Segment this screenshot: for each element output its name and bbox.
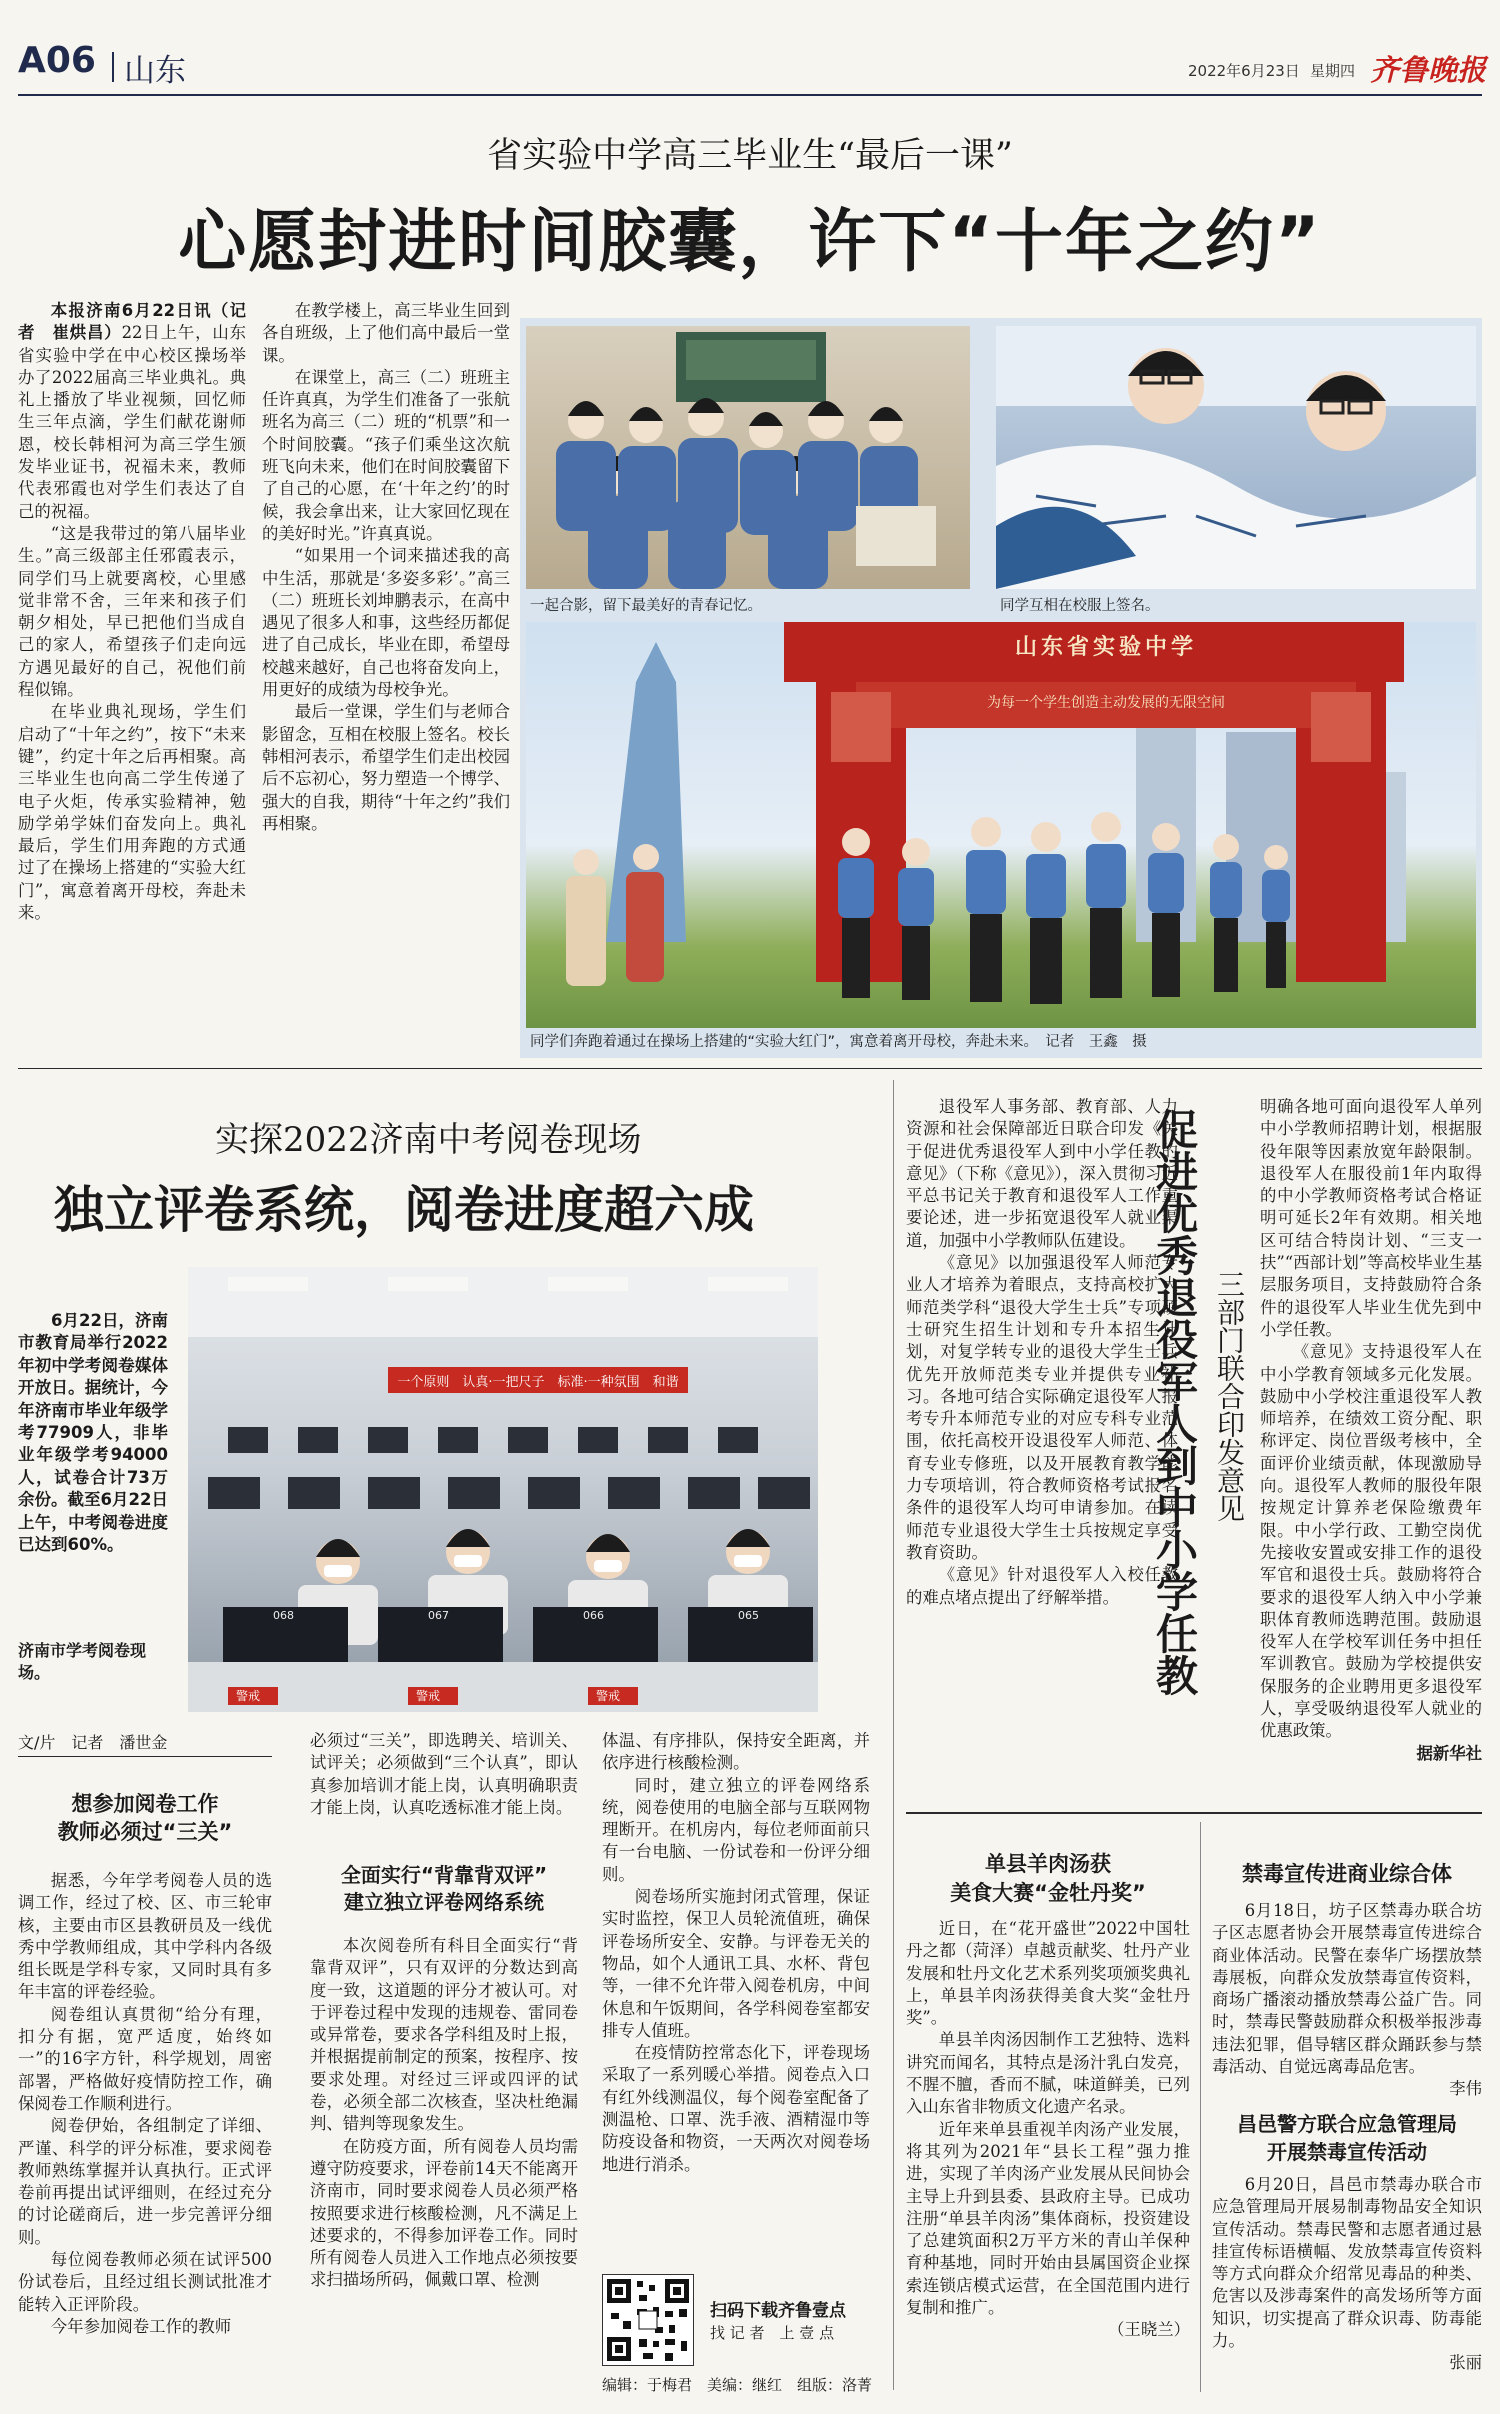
desk-label: 警戒 [416, 1689, 441, 1703]
story2-paragraph: 据悉，今年学考阅卷人员的选调工作，经过了校、区、市三轮审核，主要由市区县教研员及一线优秀中学教师组成，其中学科内各级组长既是学科专家，又同时具有多年丰富的评卷经验。 [18, 1871, 272, 2002]
qr-subtitle: 找 记 者 上 壹 点 [710, 2324, 835, 2342]
story5-headline: 禁毒宣传进商业综合体 [1242, 1862, 1452, 1886]
story4-headline: 单县羊肉汤获 美食大赛“金牡丹奖” [950, 1852, 1146, 1905]
masthead-logo: 齐鲁晚报 [1370, 53, 1487, 87]
story1-paragraph: “如果用一个词来描述我的高中生活，那就是‘多姿多彩’。”高三（二）班班长刘坤鹏表示，在高中遇见了很多人和事，这些经历都促进了自己成长，毕业在即，希望母校越来越好，自己也将奋发向上，用更好的成绩为母校争光。 [262, 546, 510, 700]
story1-paragraph: 在课堂上，高三（二）班班主任许真真，为学生们准备了一张航班名为高三（二）班的“机票”和一个时间胶囊。“孩子们乘坐这次航班飞向未来，他们在时间胶囊留下了自己的心愿，在‘十年之约’的时候，我会拿出来，让大家回忆现在的美好时光。”许真真说。 [262, 367, 510, 543]
photo-grading-room [188, 1267, 818, 1712]
photo-group-illustration [526, 326, 970, 589]
photo-signing-uniforms [996, 326, 1476, 589]
story2-paragraph: 今年参加阅卷工作的教师 [50, 2316, 232, 2336]
story4-paragraph: 单县羊肉汤因制作工艺独特、选料讲究而闻名，其特点是汤汁乳白发亮，不腥不膻，香而不腻，味道鲜美，已列入山东省非物质文化遗产名录。 [906, 2030, 1190, 2117]
footer-editors: 编辑：于梅君 美编：继红 组版：洛菁 [602, 2376, 873, 2394]
story2-paragraph: 阅卷伊始，各组制定了详细、严谨、科学的评分标准，要求阅卷教师熟练掌握并认真执行。正式评卷前再提出试评细则，在经过充分的讨论磋商后，进一步完善评分细则。 [18, 2116, 272, 2247]
story3-column-2 [1260, 1096, 1482, 1806]
story1-kicker: 省实验中学高三毕业生“最后一课” [487, 136, 1013, 176]
issue-weekday: 星期四 [1310, 62, 1356, 80]
monitor-label: 065 [738, 1609, 759, 1622]
section-divider-right [906, 1812, 1482, 1814]
grading-room-banner: 一个原则 认真·一把尺子 标准·一种氛围 和谐 [397, 1375, 679, 1390]
story2-column-1 [18, 1870, 272, 2390]
story2-paragraph: 体温、有序排队，保持安全距离，并依序进行核酸检测。 [602, 1731, 870, 1773]
story1-paragraph: 22日上午，山东省实验中学在中心校区操场举办了2022届高三毕业典礼。典礼上播放了毕业视频，回忆师生三年点滴，学生们献花谢师恩，校长韩相河为高三学生颁发毕业证书，祝福未来，教师代表邪霞也对学生们表达了自己的祝福。 [18, 323, 246, 521]
page-number: A06 [18, 40, 96, 81]
story3-credit: 据新华社 [1416, 1743, 1482, 1763]
story3-subhead: 三部门联合印发意见 [1213, 1270, 1246, 1522]
story4-paragraph: 近年来单县重视羊肉汤产业发展，将其列为2021年“县长工程”强力推进，实现了羊肉汤产业发展从民间协会主导上升到县委、县政府主导。已成功注册“单县羊肉汤”集体商标，投资建设了总建筑面积2万平方米的青山羊保种育种基地，同时开始由县属国资企业探索连锁店模式运营，在全国范围内进行复制和推广。 [906, 2119, 1190, 2318]
story2-paragraph: 阅卷组认真贯彻“给分有理，扣分有据，宽严适度，始终如一”的16字方针，科学规划，周密部署，严格做好疫情防控工作，确保阅卷工作顺利进行。 [18, 2004, 272, 2113]
story2-kicker: 实探2022济南中考阅卷现场 [215, 1120, 642, 1160]
story2-paragraph: 在防疫方面，所有阅卷人员均需遵守防疫要求，评卷前14天不能离开济南市，同时要求阅卷人员必须严格按照要求进行核酸检测，凡不满足上述要求的，不得参加评卷工作。同时所有阅卷人员进入工作地点必须按要求扫描场所码，佩戴口罩、检测 [310, 2136, 578, 2290]
story3-paragraph: 明确各地可面向退役军人单列中小学教师招聘计划，根据服役年限等因素放宽年龄限制。退役军人在服役前1年内取得的中小学教师资格考试合格证明可延长2年有效期。相关地区可结合特岗计划、“三支一扶”“西部计划”等高校毕业生基层服务项目，支持鼓励符合条件的退役军人毕业生优先到中小学任教。 [1260, 1097, 1482, 1339]
qr-code-icon [603, 2275, 693, 2365]
story2-photo-caption: 济南市学考阅卷现场。 [18, 1641, 147, 1682]
column-divider-lower [1200, 1822, 1201, 2392]
monitor-label: 068 [273, 1609, 294, 1622]
monitor-label: 067 [428, 1609, 449, 1622]
section-name: 山东 [124, 53, 186, 89]
gate-banner-text: 山东省实验中学 [1014, 634, 1197, 660]
story3-headline: 促进优秀退役军人到中小学任教 [1150, 1108, 1199, 1696]
story2-paragraph: 每位阅卷教师必须在试评500份试卷后，且经过组长测试批准才能转入正评阶段。 [18, 2250, 272, 2314]
story1-paragraph: 在教学楼上，高三毕业生回到各自班级，上了他们高中最后一堂课。 [262, 301, 510, 365]
story2-column-2b [310, 1935, 578, 2390]
story2-paragraph: 在疫情防控常态化下，评卷现场采取了一系列暖心举措。阅卷点入口有红外线测温仪，每个阅卷室配备了测温枪、口罩、洗手液、酒精湿巾等防疫设备和物资，一天两次对阅卷场地进行消杀。 [602, 2043, 870, 2174]
story5-credit: 李伟 [1449, 2079, 1482, 2099]
section-divider-horizontal [18, 1068, 1482, 1069]
story1-paragraph: 最后一堂课，学生们与老师合影留念，互相在校服上签名。校长韩相河表示，希望学生们走出校园后不忘初心，努力塑造一个博学、强大的自我，期待“十年之约”我们再相聚。 [262, 702, 510, 833]
byline-rule [18, 1756, 272, 1757]
story1-paragraph: “这是我带过的第八届毕业生。”高三级部主任邪霞表示，同学们马上就要离校，心里感觉非常不舍，三年来和孩子们朝夕相处，早已把他们当成自己的家人，希望孩子们走向远方遇见最好的自己，祝他们前程似锦。 [18, 523, 246, 700]
grading-room-illustration [188, 1267, 818, 1712]
qr-code[interactable] [602, 2274, 694, 2366]
story1-lead: 本报济南6月22日讯（记者 崔烘昌） [18, 301, 246, 343]
story1-headline: 心愿封进时间胶囊，许下“十年之约” [178, 203, 1322, 282]
story4-body [906, 1918, 1190, 2393]
story6-paragraph: 6月20日，昌邑市禁毒办联合市应急管理局开展易制毒物品安全知识宣传活动。禁毒民警和志愿者通过悬挂宣传标语横幅、发放禁毒宣传资料等方式向群众介绍常见毒品的种类、危害以及涉毒案件的高发场所等方面知识，切实提高了群众识毒、防毒能力。 [1212, 2175, 1482, 2351]
desk-label: 警戒 [236, 1689, 261, 1703]
story6-body [1212, 2174, 1482, 2392]
photo-red-gate [526, 622, 1476, 1028]
story1-column-1 [18, 300, 246, 1060]
story2-paragraph: 阅卷场所实施封闭式管理，保证实时监控，保卫人员轮流值班，确保评卷场所安全、安静。与评卷无关的物品，如个人通讯工具、水杯、背包等，一律不允许带入阅卷机房，中间休息和午饭期间，各学科阅卷室都安排专人值班。 [602, 1887, 870, 2040]
story1-paragraph: 在毕业典礼现场，学生们启动了“十年之约”，按下“未来键”，约定十年之后再相聚。高三毕业生也向高二学生传递了电子火炬，传承实验精神，勉励学弟学妹们奋发向上。典礼最后，学生们用奔跑的方式通过了在操场上搭建的“实验大红门”，寓意着离开母校，奔赴未来。 [18, 702, 246, 923]
story4-paragraph: 近日，在“花开盛世”2022中国牡丹之都（菏泽）卓越贡献奖、牡丹产业发展和牡丹文化艺术系列奖项颁奖典礼上，单县羊肉汤获得美食大奖“金牡丹奖”。 [906, 1919, 1190, 2028]
story2-subhead-2: 全面实行“背靠背双评” 建立独立评卷网络系统 [340, 1863, 548, 1914]
story5-paragraph: 6月18日，坊子区禁毒办联合坊子区志愿者协会开展禁毒宣传进综合商业体活动。民警在泰华广场摆放禁毒展板，向群众发放禁毒宣传资料，商场广播滚动播放禁毒公益广告。同时，禁毒民警鼓励群众积极举报涉毒违法犯罪，倡导辖区群众踊跃参与禁毒活动、自觉远离毒品危害。 [1212, 1901, 1482, 2077]
story6-credit: 张丽 [1449, 2353, 1482, 2373]
story2-paragraph: 本次阅卷所有科目全面实行“背靠背双评”，只有双评的分数达到高度一致，这道题的评分才被认可。对于评卷过程中发现的违规卷、雷同卷或异常卷，要求各学科组及时上报，并根据提前制定的预案，按程序、按要求处理。对经过三评或四评的试卷，必须全部二次核查，坚决杜绝漏判、错判等现象发生。 [310, 1936, 578, 2134]
story2-headline: 独立评卷系统，阅卷进度超六成 [54, 1181, 754, 1239]
story2-paragraph: 同时，建立独立的评卷网络系统，阅卷使用的电脑全部与互联网物理断开。在机房内，每位老师面前只有一台电脑、一份试卷和一份评分细则。 [602, 1775, 870, 1884]
photo-2-caption: 同学互相在校服上签名。 [1000, 598, 1160, 614]
header-rule [18, 94, 1482, 96]
story6-headline: 昌邑警方联合应急管理局 开展禁毒宣传活动 [1237, 2112, 1457, 2164]
story3-paragraph: 《意见》以加强退役军人师范专业人才培养为着眼点，支持高校扩大师范类学科“退役大学生士兵”专项硕士研究生招生计划和专升本招生计划，对复学转专业的退役大学生士兵优先开放师范类专业并提供专业补习。各地可结合实际确定退役军人报考专升本师范专业的对应专科专业范围，依托高校开设退役军人师范、体育专业专修班，以及开展教育教学能力专项培训，符合教师资格考试报名条件的退役军人均可申请参加。在读师范专业退役大学生士兵按规定享受教育资助。 [906, 1253, 1178, 1562]
story3-paragraph: 退役军人事务部、教育部、人力资源和社会保障部近日联合印发《关于促进优秀退役军人到中小学任教的意见》（下称《意见》），深入贯彻习近平总书记关于教育和退役军人工作重要论述，进一步拓宽退役军人就业渠道，加强中小学教师队伍建设。 [906, 1097, 1178, 1250]
photo-1-caption: 一起合影，留下最美好的青春记忆。 [530, 598, 762, 614]
story3-paragraph: 《意见》支持退役军人在中小学教育领域多元化发展。鼓励中小学校注重退役军人教师培养，在绩效工资分配、职称评定、岗位晋级考核中，全面评价业绩贡献，体现激励导向。退役军人教师的服役年限按规定计算养老保险缴费年限。中小学行政、工勤空岗优先接收安置或安排工作的退役军官和退役士兵。鼓励将符合要求的退役军人纳入中小学兼职体育教师选聘范围。鼓励退役军人在学校军训任务中担任军训教官。鼓励为学校提供安保服务的企业聘用更多退役军人，享受吸纳退役军人就业的优惠政策。 [1260, 1342, 1482, 1741]
story2-column-2a [310, 1730, 578, 1840]
story2-paragraph: 必须过“三关”，即选聘关、培训关、试评关；必须做到“三个认真”，即认真参加培训才能上岗，认真明确职责才能上岗，认真吃透标准才能上岗。 [310, 1731, 578, 1817]
header-divider [112, 52, 114, 82]
story2-intro: 6月22日，济南市教育局举行2022年初中学考阅卷媒体开放日。据统计，今年济南市毕业年级学考77909人，非毕业年级学考94000人，试卷合计73万余份。截至6月22日上午，中考阅卷进度已达到60%。 [18, 1311, 168, 1555]
story5-body [1212, 1900, 1482, 2100]
photo-3-caption: 同学们奔跑着通过在操场上搭建的“实验大红门”，寓意着离开母校，奔赴未来。 记者 王鑫 摄 [530, 1034, 1147, 1050]
gate-banner-subtext: 为每一个学生创造主动发展的无限空间 [987, 695, 1225, 711]
story3-column-1 [906, 1096, 1178, 1806]
column-divider [893, 1080, 894, 2390]
story2-subhead-1: 想参加阅卷工作 教师必须过“三关” [57, 1792, 233, 1844]
story2-column-3 [602, 1730, 870, 2260]
qr-title: 扫码下载齐鲁壹点 [710, 2301, 846, 2321]
photo-gate-illustration [526, 622, 1476, 1028]
story4-credit: （王晓兰） [1108, 2320, 1190, 2340]
story3-paragraph: 《意见》针对退役军人入校任教的难点堵点提出了纾解举措。 [906, 1565, 1178, 1607]
monitor-label: 066 [583, 1609, 604, 1622]
story2-byline: 文/片 记者 潘世金 [18, 1733, 168, 1752]
desk-label: 警戒 [596, 1689, 621, 1703]
issue-date: 2022年6月23日 [1188, 62, 1300, 80]
story1-column-2 [262, 300, 510, 1060]
photo-signing-illustration [996, 326, 1476, 589]
photo-group-selfie [526, 326, 970, 589]
